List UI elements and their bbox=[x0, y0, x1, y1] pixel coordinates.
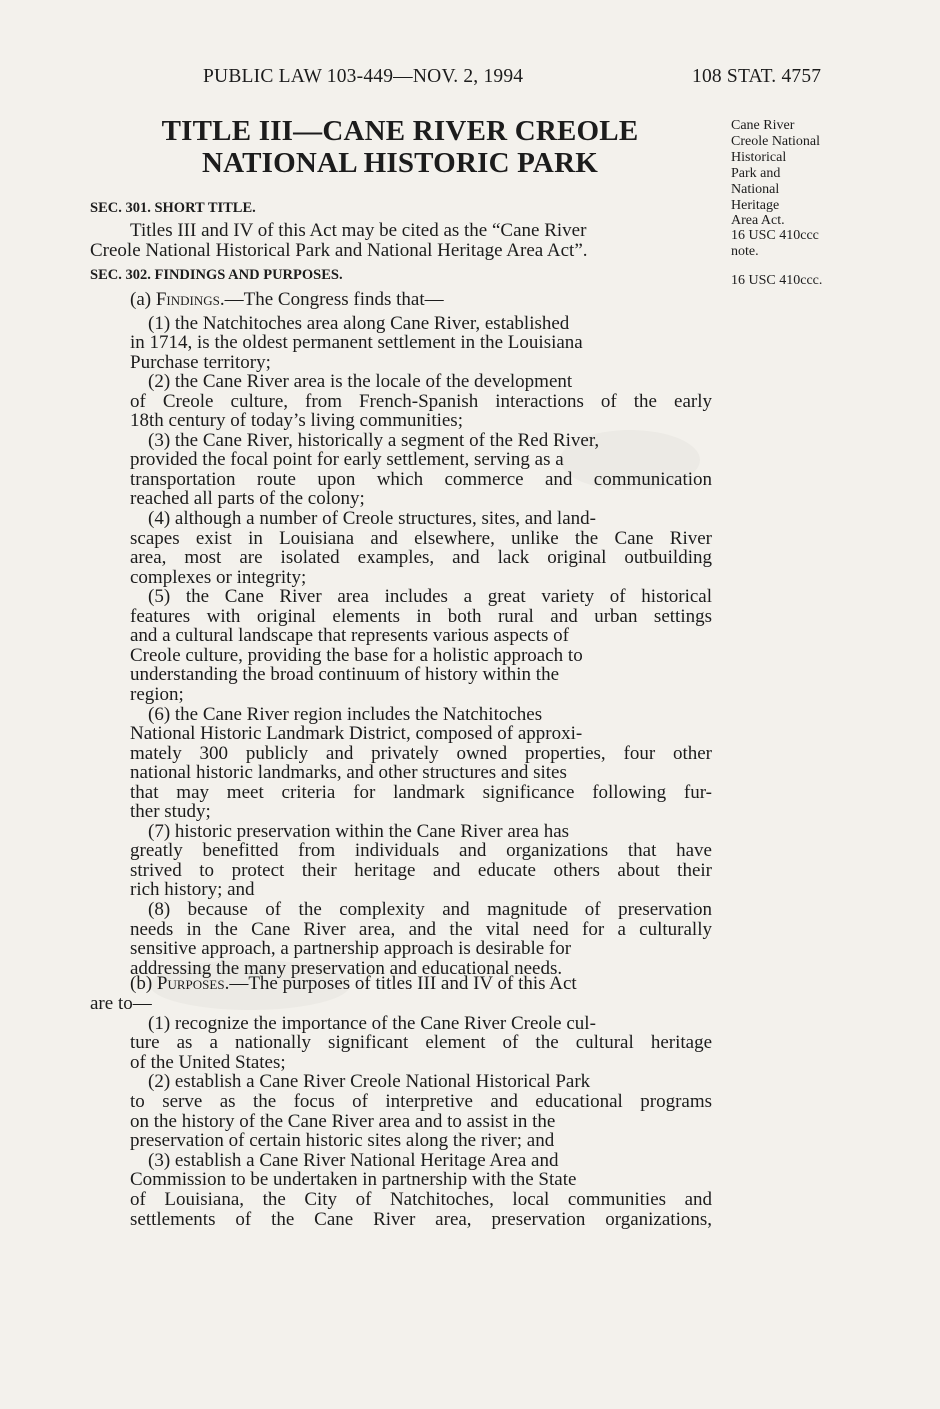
purposes-letter: (b) bbox=[130, 973, 157, 994]
finding-line: and a cultural landscape that represents various aspects of bbox=[130, 625, 569, 647]
finding-line: 18th century of today’s living communities; bbox=[130, 410, 463, 432]
finding-line: national historic landmarks, and other structures and sites bbox=[130, 762, 567, 784]
finding-line: Creole culture, providing the base for a holistic approach to bbox=[130, 644, 583, 666]
finding-line: rich history; and bbox=[130, 879, 255, 901]
purpose-line: (3) establish a Cane River National Heritage Area and bbox=[148, 1149, 559, 1171]
purpose-line: Commission to be undertaken in partnership with the State bbox=[130, 1169, 577, 1191]
finding-line: that may meet criteria for landmark significance following fur- bbox=[130, 781, 712, 803]
margin-note: Area Act. bbox=[731, 213, 785, 228]
finding-line: National Historic Landmark District, composed of approxi- bbox=[130, 723, 583, 745]
finding-line: addressing the many preservation and educational needs. bbox=[130, 957, 563, 979]
finding-line: understanding the broad continuum of history within the bbox=[130, 664, 560, 686]
purpose-line: on the history of the Cane River area and to assist in the bbox=[130, 1110, 556, 1132]
finding-line: of Creole culture, from French-Spanish interactions of the early bbox=[130, 390, 712, 412]
margin-note: Park and bbox=[731, 166, 781, 181]
purpose-line: to serve as the focus of interpretive and educational programs bbox=[130, 1090, 712, 1112]
purpose-line: of the United States; bbox=[130, 1051, 286, 1073]
finding-line: features with original elements in both rural and urban settings bbox=[130, 605, 712, 627]
margin-note: Creole National bbox=[731, 134, 821, 149]
title-line-2: NATIONAL HISTORIC PARK bbox=[202, 147, 598, 179]
purpose-line: settlements of the Cane River area, preservation organizations, bbox=[130, 1208, 712, 1230]
statute-page: 108 STAT. 4757 bbox=[692, 66, 822, 87]
finding-line: strived to protect their heritage and educate others about their bbox=[130, 859, 712, 881]
finding-line: (6) the Cane River region includes the Natchitoches bbox=[148, 703, 543, 725]
finding-line: complexes or integrity; bbox=[130, 566, 307, 588]
finding-line: (8) because of the complexity and magnitude of preservation bbox=[148, 899, 712, 920]
finding-line: reached all parts of the colony; bbox=[130, 488, 365, 510]
finding-line: (2) the Cane River area is the locale of the development bbox=[148, 371, 573, 393]
running-head bbox=[0, 66, 940, 92]
section-302-heading: SEC. 302. FINDINGS AND PURPOSES. bbox=[90, 267, 343, 283]
findings-intro-text: .—The Congress finds that— bbox=[219, 289, 444, 310]
finding-line: ther study; bbox=[130, 801, 211, 823]
purpose-line: of Louisiana, the City of Natchitoches, local communities and bbox=[130, 1188, 712, 1210]
finding-line: (5) the Cane River area includes a great variety of historical bbox=[148, 586, 712, 608]
margin-note: Historical bbox=[731, 150, 787, 165]
finding-line: scapes exist in Louisiana and elsewhere, unlike the Cane River bbox=[130, 527, 712, 549]
purposes-intro bbox=[130, 974, 577, 994]
public-law-citation: PUBLIC LAW 103-449—NOV. 2, 1994 bbox=[203, 66, 524, 87]
margin-note: 16 USC 410ccc. bbox=[731, 273, 823, 288]
finding-line: provided the focal point for early settlement, serving as a bbox=[130, 449, 564, 471]
purposes-intro-continued: are to— bbox=[90, 993, 152, 1014]
finding-line: (1) the Natchitoches area along Cane River, established bbox=[148, 312, 570, 334]
finding-line: Purchase territory; bbox=[130, 351, 271, 373]
margin-note: note. bbox=[731, 244, 759, 259]
section-301-line: Titles III and IV of this Act may be cited as the “Cane River bbox=[130, 220, 587, 241]
finding-line: mately 300 publicly and privately owned properties, four other bbox=[130, 742, 712, 764]
purpose-line: (2) establish a Cane River Creole National Historical Park bbox=[148, 1071, 591, 1093]
purpose-line: preservation of certain historic sites along the river; and bbox=[130, 1130, 555, 1152]
purpose-line: (1) recognize the importance of the Cane River Creole cul- bbox=[148, 1012, 596, 1034]
findings-intro bbox=[130, 290, 444, 310]
section-301-heading: SEC. 301. SHORT TITLE. bbox=[90, 200, 256, 216]
margin-note: National bbox=[731, 182, 780, 197]
finding-line: greatly benefitted from individuals and organizations that have bbox=[130, 840, 712, 862]
finding-line: (7) historic preservation within the Cane River area has bbox=[148, 820, 570, 842]
finding-line: (4) although a number of Creole structures, sites, and land- bbox=[148, 508, 596, 529]
finding-line: transportation route upon which commerce and communication bbox=[130, 468, 712, 490]
section-301-line: Creole National Historical Park and National Heritage Area Act”. bbox=[90, 240, 588, 261]
finding-line: needs in the Cane River area, and the vital need for a culturally bbox=[130, 918, 712, 940]
purposes-label: Purposes bbox=[156, 973, 225, 994]
margin-note: 16 USC 410ccc bbox=[731, 228, 819, 243]
purpose-line: ture as a nationally significant element of the cultural heritage bbox=[130, 1032, 712, 1054]
title-line-1: TITLE III—CANE RIVER CREOLE bbox=[161, 115, 639, 147]
finding-line: sensitive approach, a partnership approach is desirable for bbox=[130, 938, 572, 960]
finding-line: area, most are isolated examples, and lack original outbuilding bbox=[130, 547, 712, 569]
finding-line: (3) the Cane River, historically a segment of the Red River, bbox=[148, 429, 600, 451]
finding-line: region; bbox=[130, 683, 184, 705]
finding-line: in 1714, is the oldest permanent settlement in the Louisiana bbox=[130, 332, 583, 354]
findings-letter: (a) bbox=[130, 289, 156, 310]
findings-label: Findings bbox=[155, 289, 220, 310]
purposes-intro-text: .—The purposes of titles III and IV of this Act bbox=[224, 973, 577, 994]
margin-note: Heritage bbox=[731, 198, 780, 213]
margin-note: Cane River bbox=[731, 118, 795, 133]
